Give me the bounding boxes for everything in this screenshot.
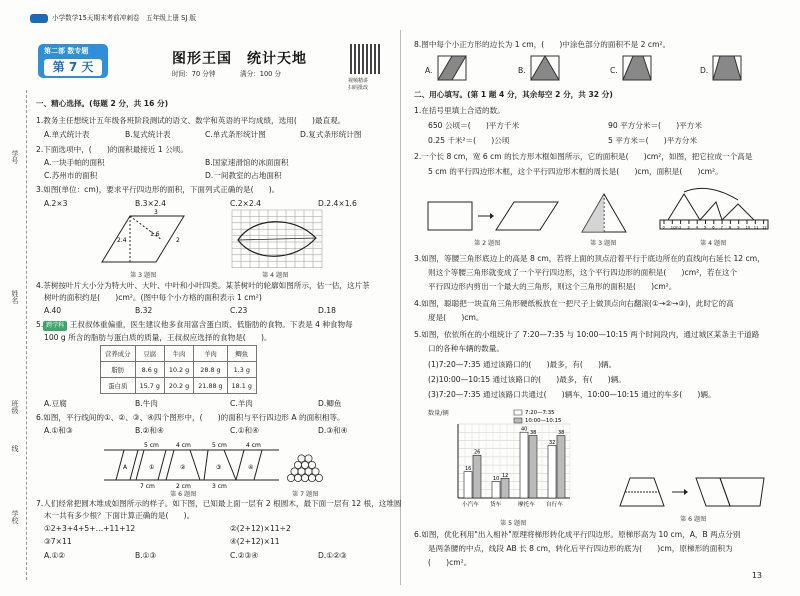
page-title: 图形王国 统计天地 <box>172 51 307 67</box>
q6-option-a[interactable]: A.①和③ <box>44 426 73 435</box>
f5-sub-3: (3)7:20—7:35 通过该路口共通过( )辆车，10:00—10:15 通过的车多( )辆。 <box>428 390 716 399</box>
fig6-label: 7 cm <box>140 483 155 490</box>
bar-value-label: 10 <box>493 476 500 483</box>
table-cell: 营养成分 <box>101 346 136 362</box>
ruler-tick-label: 2 <box>679 225 682 230</box>
q1-text: 1.教务主任想统计五年级各班阶段测试的语文、数学和英语的平均成绩，选用( )最直观。 <box>36 116 346 125</box>
fig6-label: 3 cm <box>212 483 227 490</box>
table-cell: 10.2 g <box>164 362 193 378</box>
ruler-tick-label: 7 <box>720 225 723 230</box>
side-label-line: 线 <box>11 445 19 452</box>
legend-swatch <box>514 410 522 415</box>
q2-option-c[interactable]: C.苏州市的面积 <box>44 171 98 180</box>
ruler-tick-label: 4 <box>695 225 698 230</box>
q8-figure-d <box>713 56 741 80</box>
q5-text-line1: 王叔叔体重偏重，医生建议他多食用富含蛋白质、低脂肪的食物。下表是 4 种食物每 <box>69 320 353 329</box>
fig6-label: ④ <box>248 464 254 471</box>
q4-text-line1: 4.茶树按叶片大小分为特大叶、大叶、中叶和小叶四类。某茶树叶的轮廓如图所示，估一估，这片茶 <box>36 281 370 290</box>
ruler-tick-label: 8 <box>728 225 732 230</box>
q2-option-d[interactable]: D.一间教室的占地面积 <box>205 171 282 180</box>
series-logo <box>30 14 48 23</box>
parallelogram-shape <box>102 216 184 262</box>
category-label: 摩托车 <box>518 502 535 508</box>
bar-value-label: 16 <box>465 466 472 473</box>
q4-option-a[interactable]: A.40 <box>44 306 62 315</box>
ruler-tick-label: 11 <box>753 225 759 230</box>
q3-option-d[interactable]: D.2.4×1.6 <box>318 199 357 208</box>
category-label: 小汽车 <box>462 502 479 508</box>
time-limit: 时间：70 分钟 <box>172 70 216 78</box>
q8-option-b[interactable]: B. <box>518 66 526 75</box>
q8-shaded-a <box>438 56 466 80</box>
table-cell: 20.2 g <box>164 378 193 394</box>
q6-option-c[interactable]: C.①和④ <box>230 426 259 435</box>
table-cell: 豆腐 <box>135 346 164 362</box>
table-cell: 牛肉 <box>164 346 193 362</box>
bar <box>557 436 565 498</box>
bar-value-label: 38 <box>530 430 537 437</box>
f1-item-1[interactable]: 650 公顷＝( )平方千米 <box>428 121 520 130</box>
table-cell: 脂肪 <box>101 362 136 378</box>
q8-option-c[interactable]: C. <box>610 66 618 75</box>
q6-option-d[interactable]: D.③和④ <box>318 426 348 435</box>
q6-option-b[interactable]: B.②和④ <box>135 426 164 435</box>
parallelogram-result <box>720 478 764 506</box>
caption-fig6: 第 6 题图 <box>170 491 197 498</box>
q5-option-d[interactable]: D.鲫鱼 <box>318 399 342 408</box>
q2-text: 2.下面选项中，( )的面积最接近 1 公顷。 <box>36 145 188 154</box>
ruler-tick-label: 10 <box>745 225 751 230</box>
f4-text-line2: 度是( )cm。 <box>428 313 484 322</box>
fig3-label-2: 2 <box>176 237 180 244</box>
q7-text-line1: 7.人们经常把圆木堆成如图所示的样子。如下图，已知最上面一层有 2 根圆木，最下面一层有 12 根，这堆圆 <box>36 499 402 508</box>
q3-parallelogram-figure <box>100 209 190 270</box>
ruler-tick-label: 1cm <box>670 225 679 230</box>
q8-option-a[interactable]: A. <box>425 66 433 75</box>
table-cell: 18.1 g <box>227 378 256 394</box>
f2-frame-figure <box>428 198 558 232</box>
f1-text: 1.在括号里填上合适的数。 <box>414 106 505 115</box>
caption-f2: 第 2 题图 <box>474 240 501 247</box>
bar <box>473 455 481 498</box>
triangle-pos-3 <box>722 204 754 220</box>
f5-sub-2: (2)10:00—10:15 通过该路口的( )最多，有( )辆。 <box>428 375 626 384</box>
bar <box>520 432 528 498</box>
ruler-tick-label: 12 <box>762 225 767 230</box>
day-badge <box>38 44 108 78</box>
section-1-heading: 一、精心选择。(每题 2 分，共 16 分) <box>36 99 169 108</box>
f6-text-line1: 6.如图，优化利用"出入相补"原理将梯形转化成平行四边形。原梯形高为 10 cm，A，B 两点分别 <box>414 530 741 539</box>
fig6-label: ③ <box>216 464 222 471</box>
q8-text: 8.图中每个小正方形的边长为 1 cm，( )中涂色部分的面积不是 2 cm²。 <box>414 40 671 49</box>
log-pile <box>287 455 322 482</box>
cross-subject-tag: 跨学科 <box>43 321 67 331</box>
legend-swatch <box>514 418 522 423</box>
f1-item-4[interactable]: 5 平方米＝( )平方分米 <box>608 136 698 145</box>
q7-expr-2: ②(2+12)×11÷2 <box>230 524 291 533</box>
bar-value-label: 32 <box>549 439 556 446</box>
ruler-tick-label: 6 <box>712 225 715 230</box>
q1-option-d[interactable]: D.复式条形统计图 <box>300 130 362 139</box>
table-header-row <box>101 346 257 362</box>
q5-text-line2: 100 g 所含的脂肪与蛋白质的质量，王叔叔应选择的食物是( )。 <box>44 333 272 342</box>
fig6-label: ② <box>180 464 186 471</box>
f6-trapezoid-figure <box>620 470 770 510</box>
parallelogram-frame <box>496 202 558 230</box>
table-row <box>101 378 257 394</box>
fig3-label-3: 3 <box>154 209 158 216</box>
f6-text-line3: ( )cm²。 <box>428 558 472 567</box>
f3-text-line3: 平行四边形内剪出一个最大的三角形，则这个三角形的面积是( )cm²。 <box>428 282 677 291</box>
caption-f3: 第 3 题图 <box>590 240 617 247</box>
triangle-pos-1 <box>668 194 700 220</box>
table-cell: 蛋白质 <box>101 378 136 394</box>
qr-code-icon[interactable] <box>350 44 380 74</box>
f6-text-line2: 是两条腰的中点，线段 AB 长 8 cm，转化后平行四边形的底为( )cm，原梯形的面积为 <box>428 544 733 553</box>
table-cell: 28.8 g <box>194 362 227 378</box>
caption-f4: 第 4 题图 <box>700 240 727 247</box>
q3-text: 3.如图(单位：cm)，要求平行四边形的面积，下面列式正确的是( )。 <box>36 185 280 194</box>
q7-expr-1: ①2+3+4+5+…+11+12 <box>44 524 136 533</box>
fig3-label-1-6: 1.6 <box>150 231 160 238</box>
fig6-label: 4 cm <box>176 442 191 449</box>
q8-figure-b <box>531 56 559 80</box>
arrow-head <box>490 213 494 219</box>
q8-shaded-c <box>623 56 651 80</box>
q7-option-d[interactable]: D.①②③ <box>318 551 347 560</box>
fig6-label: 5 cm <box>144 442 159 449</box>
q4-option-b[interactable]: B.32 <box>135 306 153 315</box>
table-cell: 鲫鱼 <box>227 346 256 362</box>
q6-text: 6.如图，平行线间的①、②、③、④四个图形中，( )的面积与平行四边形 A 的面积相等。 <box>36 413 345 422</box>
side-label-name: 姓名 <box>11 290 19 304</box>
fig3-label-2-4: 2.4 <box>117 237 127 244</box>
fig6-label: 2 cm <box>176 483 191 490</box>
legend-label: 7:20—7:35 <box>525 410 555 416</box>
nutrition-table <box>100 345 257 394</box>
table-cell: 8.6 g <box>135 362 164 378</box>
q4-text-line2: 树叶的面积约是( )cm²。(图中每个小方格的面积表示 1 cm²) <box>44 293 262 302</box>
arrow-head-2 <box>684 489 688 495</box>
fig6-label: ① <box>149 464 155 471</box>
q5-intro: 5. 跨学科 王叔叔体重偏重，医生建议他多食用富含蛋白质、低脂肪的食物。下表是 4 种食物每 <box>36 320 353 329</box>
side-label-school: 学校 <box>11 510 19 524</box>
qr-caption-1: 视频精讲 <box>348 78 369 84</box>
q1-option-a[interactable]: A.单式统计表 <box>44 130 90 139</box>
table-row <box>101 362 257 378</box>
q2-option-b[interactable]: B.国家速滑馆的冰面面积 <box>205 158 289 167</box>
bar-value-label: 38 <box>558 430 565 437</box>
caption-f6: 第 6 题图 <box>680 516 707 523</box>
fig6-label: A <box>123 464 128 471</box>
q4-option-c[interactable]: C.23 <box>230 306 248 315</box>
section-2-heading: 二、用心填写。(第 1 题 4 分，其余每空 2 分，共 32 分) <box>414 90 613 99</box>
f4-ruler-figure <box>660 186 770 234</box>
rectangle-frame <box>428 202 472 230</box>
bar-value-label: 26 <box>474 449 481 456</box>
q7-expr-4: ④(2+12)×11 <box>230 537 280 546</box>
bar <box>501 478 509 498</box>
table-cell: 羊肉 <box>194 346 227 362</box>
vehicle-bar-chart <box>452 410 592 514</box>
f3-text-line2: 则这个等腰三角形就变成了一个平行四边形，这个平行四边形的面积是( )cm²，若在这个 <box>428 268 738 277</box>
bar-value-label: 12 <box>502 472 509 479</box>
f2-text-line1: 2.一个长 8 cm，宽 6 cm 的长方形木框如图所示，它的面积是( )cm²，如图，把它拉成一个高是 <box>414 152 753 161</box>
f3-triangle-figure <box>578 192 634 234</box>
side-label-class: 班级 <box>11 400 19 414</box>
ruler-tick-label: 0 <box>662 225 665 230</box>
caption-fig7: 第 7 题图 <box>292 491 319 498</box>
f1-item-2[interactable]: 90 平方分米＝( )平方米 <box>608 121 702 130</box>
bar <box>548 445 556 498</box>
caption-fig4: 第 4 题图 <box>262 272 289 279</box>
ruler-ticks <box>663 220 767 230</box>
q3-option-a[interactable]: A.2×3 <box>44 199 68 208</box>
q7-expr-3: ③7×11 <box>44 537 72 546</box>
f1-item-3[interactable]: 0.25 千米²＝( )公顷 <box>428 136 510 145</box>
bar <box>529 436 537 498</box>
q6-parallel-figure <box>104 440 279 488</box>
category-label: 货车 <box>490 502 502 508</box>
q1-option-c[interactable]: C.单式条形统计图 <box>205 130 266 139</box>
caption-f5: 第 5 题图 <box>500 520 527 527</box>
bar <box>464 472 472 498</box>
q8-shaded-d <box>713 56 741 80</box>
ruler-tick-label: 9 <box>737 225 740 230</box>
q3-option-b[interactable]: B.3×2.4 <box>135 199 166 208</box>
fig6-label: 4 cm <box>246 442 261 449</box>
f5-text-line1: 5.如图，依依所在的小组统计了 7:20—7:35 与 10:00—10:15 两个时间段内，通过城区某条主干道路 <box>414 330 760 339</box>
qr-caption-2: 扫码批改 <box>348 85 369 91</box>
binding-line <box>26 90 27 580</box>
ruler-tick-label: 3 <box>687 225 690 230</box>
legend-label: 10:00—10:15 <box>525 418 562 424</box>
ruler-tick-label: 5 <box>704 225 707 230</box>
q1-option-b[interactable]: B.复式统计表 <box>125 130 171 139</box>
page-number: 13 <box>751 571 762 580</box>
q3-option-c[interactable]: C.2×2.4 <box>230 199 261 208</box>
triangle-pos-2 <box>700 202 722 220</box>
f5-text-line2: 口的各种车辆的数量。 <box>428 344 504 353</box>
category-label: 自行车 <box>546 502 563 508</box>
q4-leaf-grid-figure <box>232 210 322 268</box>
table-cell: 15.7 g <box>135 378 164 394</box>
side-label-id: 学号 <box>11 150 19 164</box>
q7-text-line2: 木一共有多少根？下面计算正确的是( )。 <box>44 511 195 520</box>
q7-option-b[interactable]: B.①③ <box>135 551 157 560</box>
q2-option-a[interactable]: A.一块手帕的面积 <box>44 158 105 167</box>
bar-value-label: 40 <box>521 426 528 433</box>
full-score: 满分：100 分 <box>240 70 282 78</box>
q8-figure-c <box>623 56 651 80</box>
table-cell: 1.3 g <box>227 362 256 378</box>
q5-option-b[interactable]: B.牛肉 <box>135 399 158 408</box>
day-label: 第 7 天 <box>44 59 102 76</box>
q8-option-d[interactable]: D. <box>700 66 709 75</box>
caption-fig3: 第 3 题图 <box>130 272 157 279</box>
f2-text-line2: 5 cm 的平行四边形木框，这个平行四边形木框的周长是( )cm，面积是( )cm²。 <box>428 167 723 176</box>
series-title: 小学数学15天期末考前冲刺卷 五年级上册 SJ 版 <box>52 14 196 22</box>
q7-log-pile-figure <box>285 446 329 482</box>
q8-shaded-b <box>531 56 559 80</box>
chart-ylabel: 数量/辆 <box>428 410 449 417</box>
q5-option-a[interactable]: A.豆腐 <box>44 399 67 408</box>
q5-option-c[interactable]: C.羊肉 <box>230 399 253 408</box>
f5-sub-1: (1)7:20—7:35 通过该路口的( )最多，有( )辆。 <box>428 360 617 369</box>
fig6-label: 5 cm <box>212 442 227 449</box>
q7-option-a[interactable]: A.①② <box>44 551 66 560</box>
f3-text-line1: 3.如图，等腰三角形底边上的高是 8 cm，若将上面的顶点沿着平行于底边所在的直线向右延长 12 cm， <box>414 254 765 263</box>
table-cell: 21.88 g <box>194 378 227 394</box>
q8-figure-a <box>438 56 466 80</box>
q4-option-d[interactable]: D.18 <box>318 306 336 315</box>
q7-option-c[interactable]: C.②③④ <box>230 551 259 560</box>
roll-arrow <box>684 188 738 200</box>
f4-text-line1: 4.如图，聪聪把一块直角三角形硬纸板放在一把尺子上做顶点向右翻滚(①→②→③)，此时它的高 <box>414 299 734 308</box>
bar <box>492 482 500 498</box>
unit-tag: 第二部 数专题 <box>44 47 89 55</box>
